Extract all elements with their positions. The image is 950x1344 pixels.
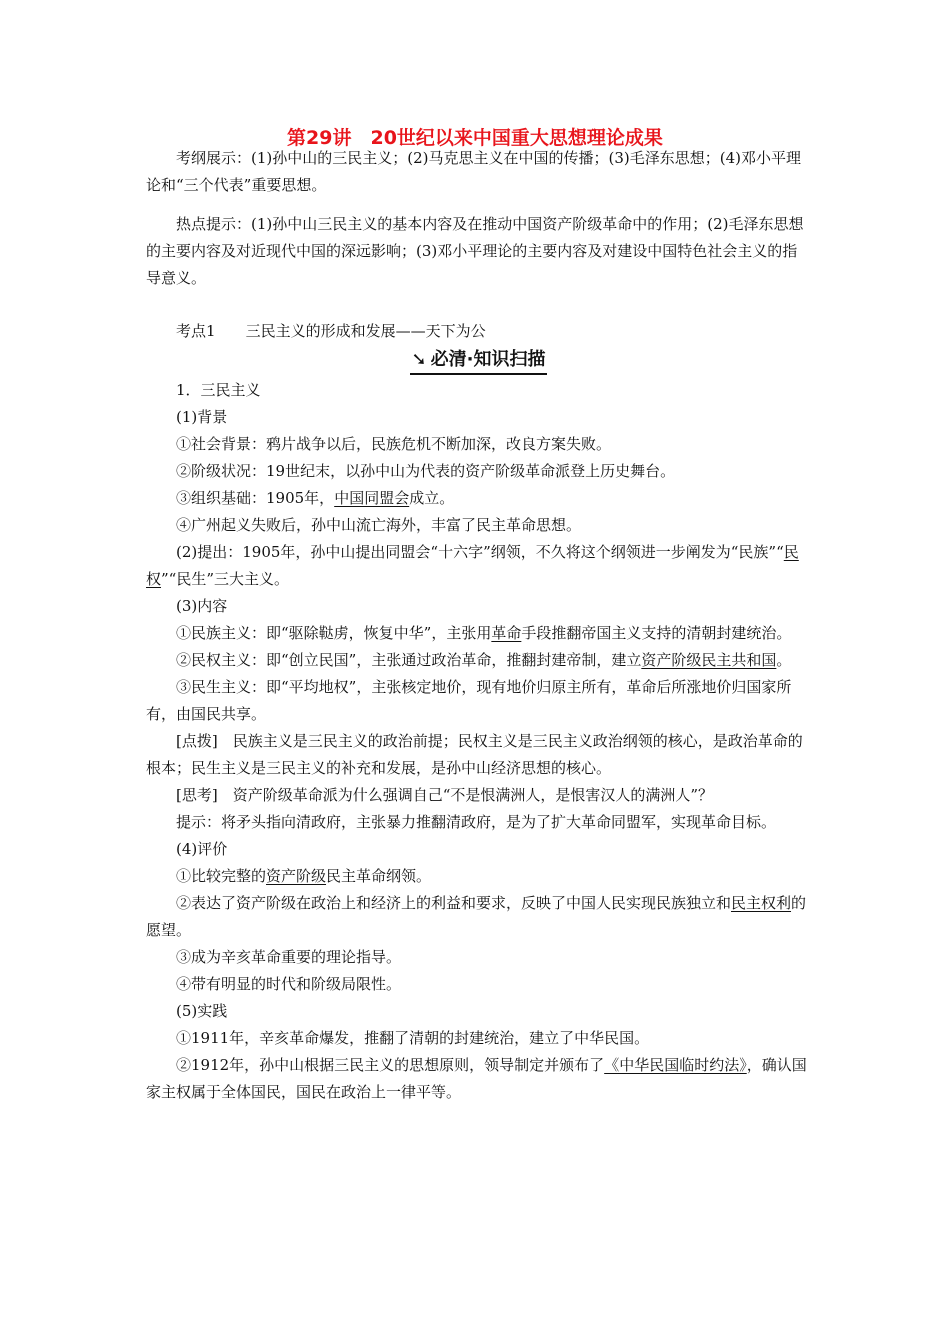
evaluation-item [146,890,811,944]
proposal-paragraph [146,539,811,593]
evaluation-item: ④带有明显的时代和阶级局限性。 [176,975,402,993]
text-run: ②表达了资产阶级在政治上和经济上的利益和要求，反映了中国人民实现民族独立和 [176,894,732,912]
text-run: ”“民生”三大主义。 [161,570,290,588]
kaodian-label: 考点1 [176,322,216,340]
outline-kaogang: 考纲展示：(1)孙中山的三民主义；(2)马克思主义在中国的传播；(3)毛泽东思想；(4)邓小平理论和“三个代表”重要思想。 [146,149,801,194]
underlined-term: 《中华民国临时约法》 [604,1056,747,1074]
text-run: ①民族主义：即“驱除鞑虏，恢复中华”，主张用 [176,624,492,642]
dianbo-note: [点拨] 民族主义是三民主义的政治前提；民权主义是三民主义政治纲领的核心，是政治革命的根本；民生主义是三民主义的补充和发展，是孙中山经济思想的核心。 [146,732,803,777]
text-run: 。 [776,651,792,669]
outline-redian: 热点提示：(1)孙中山三民主义的基本内容及在推动中国资产阶级革命中的作用；(2)毛泽东思想的主要内容及对近现代中国的深远影响；(3)邓小平理论的主要内容及对建设中国特色社会主义的指导意义。 [146,215,804,287]
text-run: ，确认国家主权属于全体国民，国民在政治上一律平等。 [146,1056,807,1101]
sikao-question: [思考] 资产阶级革命派为什么强调自己“不是恨满洲人，是恨害汉人的满洲人”？ [176,786,714,804]
text-run: 成立。 [409,489,455,507]
evaluation-item [146,863,811,890]
underlined-term: 资产阶级民主共和国 [641,651,777,669]
background-item: ②阶级状况：19世纪末，以孙中山为代表的资产阶级革命派登上历史舞台。 [176,462,676,480]
section-banner [146,345,811,375]
evaluation-item: ③成为辛亥革命重要的理论指导。 [176,948,402,966]
text-run: ②民权主义：即“创立民国”，主张通过政治革命，推翻封建帝制，建立 [176,651,642,669]
background-heading: (1)背景 [176,408,228,426]
underlined-term: 革命 [491,624,522,642]
tishi-answer: 提示：将矛头指向清政府，主张暴力推翻清政府，是为了扩大革命同盟军，实现革命目标。 [176,813,777,831]
kaodian-text: 三民主义的形成和发展——天下为公 [245,322,486,340]
lesson-title: 第29讲 20世纪以来中国重大思想理论成果 [287,127,663,149]
arrow-icon: ➘ [411,349,427,370]
text-run: 民主革命纲领。 [326,867,432,885]
content-item [146,620,811,647]
text-run: ①比较完整的 [176,867,267,885]
background-item [146,485,811,512]
text-run: ②1912年，孙中山根据三民主义的思想原则，领导制定并颁布了 [176,1056,605,1074]
background-item: ④广州起义失败后，孙中山流亡海外，丰富了民主革命思想。 [176,516,582,534]
text-run: ③组织基础：1905年， [176,489,335,507]
text-run: (2)提出：1905年，孙中山提出同盟会“十六字”纲领，不久将这个纲领进一步阐发为“民族”“ [176,543,784,561]
background-item: ①社会背景：鸦片战争以后，民族危机不断加深，改良方案失败。 [176,435,612,453]
evaluation-heading: (4)评价 [176,840,228,858]
document-body [146,145,811,1106]
content-heading: (3)内容 [176,597,228,615]
section-heading: 1．三民主义 [176,381,261,399]
text-run: 手段推翻帝国主义支持的清朝封建统治。 [521,624,792,642]
kaodian-heading [146,318,811,345]
content-item: ③民生主义：即“平均地权”，主张核定地价，现有地价归原主所有，革命后所涨地价归国家所有，由国民共享。 [146,678,792,723]
underlined-term: 中国同盟会 [334,489,410,507]
practice-item: ①1911年，辛亥革命爆发，推翻了清朝的封建统治，建立了中华民国。 [176,1029,650,1047]
underlined-term: 民主权利 [731,894,792,912]
practice-heading: (5)实践 [176,1002,228,1020]
content-item [146,647,811,674]
practice-item [146,1052,811,1106]
text-run: 的愿望。 [146,894,807,939]
underlined-term: 民权 [146,543,799,588]
underlined-term: 资产阶级 [266,867,327,885]
banner-text: 必清·知识扫描 [430,349,546,370]
